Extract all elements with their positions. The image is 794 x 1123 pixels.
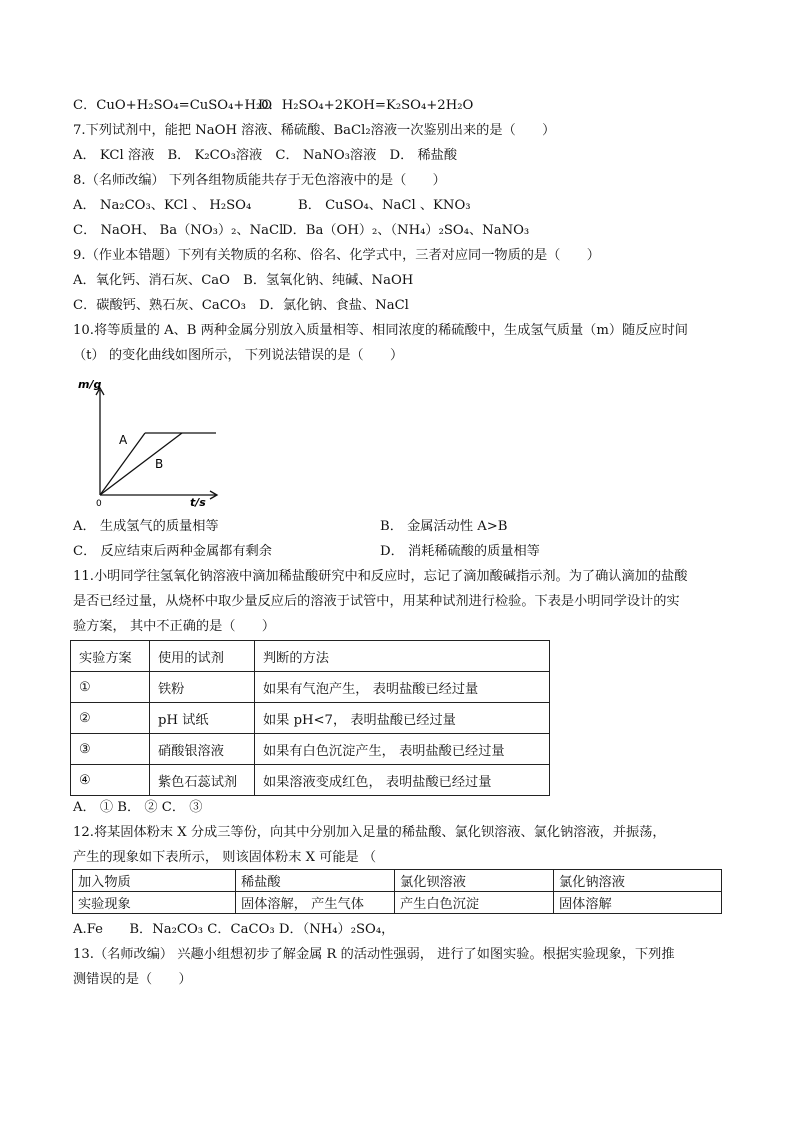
q10-stem-line2: （t） 的变化曲线如图所示， 下列说法错误的是（ ） bbox=[73, 348, 404, 363]
q13-stem-line2: 测错误的是（ ） bbox=[73, 972, 192, 987]
q6-option-d: D．H₂SO₄+2KOH=K₂SO₄+2H₂O bbox=[258, 98, 474, 113]
q8-option-b: B． CuSO₄、NaCl 、KNO₃ bbox=[298, 198, 471, 213]
y-axis-label: m/g bbox=[78, 378, 102, 391]
table-cell: 固体溶解 bbox=[554, 892, 722, 914]
table-cell: ③ bbox=[71, 734, 150, 765]
table-cell: 紫色石蕊试剂 bbox=[150, 765, 255, 796]
table-cell: 铁粉 bbox=[150, 672, 255, 703]
table-header: 氯化钠溶液 bbox=[554, 870, 722, 892]
q9-options-ab: A．氧化钙、消石灰、CaO B．氢氧化钠、纯碱、NaOH bbox=[73, 273, 414, 288]
q7-stem: 7.下列试剂中，能把 NaOH 溶液、稀硫酸、BaCl₂溶液一次鉴别出来的是（ ） bbox=[73, 123, 556, 138]
table-row bbox=[73, 892, 722, 914]
table-cell: 实验现象 bbox=[73, 892, 236, 914]
curve-b-label: B bbox=[155, 457, 164, 471]
table-cell: 如果有白色沉淀产生， 表明盐酸已经过量 bbox=[255, 734, 550, 765]
table-header: 判断的方法 bbox=[255, 641, 550, 672]
table-row bbox=[71, 765, 550, 796]
table-header: 加入物质 bbox=[73, 870, 236, 892]
table-cell: ② bbox=[71, 703, 150, 734]
table-cell: 如果溶液变成红色， 表明盐酸已经过量 bbox=[255, 765, 550, 796]
q11-stem-line1: 11.小明同学往氢氧化钠溶液中滴加稀盐酸研究中和反应时，忘记了滴加酸碱指示剂。为了确认滴加的盐酸 bbox=[73, 569, 688, 584]
q10-option-b: B． 金属活动性 A>B bbox=[380, 519, 508, 534]
q12-options: A.Fe B．Na₂CO₃ C．CaCO₃ D．（NH₄）₂SO₄， bbox=[73, 922, 395, 937]
table-row bbox=[71, 672, 550, 703]
x-axis-label: t/s bbox=[190, 496, 206, 509]
q10-option-c: C． 反应结束后两种金属都有剩余 bbox=[73, 544, 272, 559]
origin-label: 0 bbox=[96, 499, 102, 509]
table-cell: 产生白色沉淀 bbox=[395, 892, 554, 914]
table-header: 实验方案 bbox=[71, 641, 150, 672]
q11-table bbox=[70, 640, 550, 796]
q12-stem-line2: 产生的现象如下表所示， 则该固体粉末 X 可能是 （ bbox=[73, 850, 377, 865]
q8-stem: 8.（名师改编） 下列各组物质能共存于无色溶液中的是（ ） bbox=[73, 173, 446, 188]
curve-b-rise bbox=[100, 433, 182, 495]
q11-options: A． ① B． ② C． ③ bbox=[73, 800, 203, 815]
q6-option-c: C．CuO+H₂SO₄=CuSO₄+H₂O bbox=[73, 98, 273, 113]
table-header: 稀盐酸 bbox=[236, 870, 395, 892]
q12-table bbox=[72, 869, 722, 914]
q12-stem-line1: 12.将某固体粉末 X 分成三等份，向其中分别加入足量的稀盐酸、氯化钡溶液、氯化钠溶液，并振荡， bbox=[73, 825, 666, 840]
table-cell: 硝酸银溶液 bbox=[150, 734, 255, 765]
table-header-row bbox=[71, 641, 550, 672]
table-header: 氯化钡溶液 bbox=[395, 870, 554, 892]
q8-option-d: D．Ba（OH）₂、（NH₄）₂SO₄、NaNO₃ bbox=[282, 223, 530, 238]
table-cell: ① bbox=[71, 672, 150, 703]
q11-stem-line2: 是否已经过量，从烧杯中取少量反应后的溶液于试管中，用某种试剂进行检验。下表是小明同学设计的实 bbox=[73, 594, 680, 609]
table-cell: pH 试纸 bbox=[150, 703, 255, 734]
table-row bbox=[71, 703, 550, 734]
q9-stem: 9.（作业本错题）下列有关物质的名称、俗名、化学式中，三者对应同一物质的是（ ） bbox=[73, 248, 600, 263]
table-header: 使用的试剂 bbox=[150, 641, 255, 672]
curve-a-label: A bbox=[119, 433, 128, 447]
q10-stem-line1: 10.将等质量的 A、B 两种金属分别放入质量相等、相同浓度的稀硫酸中，生成氢气质量（m）随反应时间 bbox=[73, 323, 688, 338]
table-cell: 固体溶解， 产生气体 bbox=[236, 892, 395, 914]
q8-option-c: C． NaOH、 Ba（NO₃）₂、NaCl bbox=[73, 223, 284, 238]
q9-options-cd: C．碳酸钙、熟石灰、CaCO₃ D．氯化钠、食盐、NaCl bbox=[73, 298, 409, 313]
q8-option-a: A． Na₂CO₃、KCl 、 H₂SO₄ bbox=[73, 198, 252, 213]
table-header-row bbox=[73, 870, 722, 892]
table-cell: 如果有气泡产生， 表明盐酸已经过量 bbox=[255, 672, 550, 703]
q10-mass-time-graph bbox=[78, 378, 252, 509]
table-cell: ④ bbox=[71, 765, 150, 796]
q10-option-a: A． 生成氢气的质量相等 bbox=[73, 519, 219, 534]
q11-stem-line3: 验方案， 其中不正确的是（ ） bbox=[73, 619, 276, 634]
table-row bbox=[71, 734, 550, 765]
q13-stem-line1: 13.（名师改编） 兴趣小组想初步了解金属 R 的活动性强弱， 进行了如图实验。根据实验现象，下列推 bbox=[73, 947, 675, 962]
table-cell: 如果 pH<7， 表明盐酸已经过量 bbox=[255, 703, 550, 734]
q10-option-d: D． 消耗稀硫酸的质量相等 bbox=[380, 544, 540, 559]
q7-options: A． KCl 溶液 B． K₂CO₃溶液 C． NaNO₃溶液 D． 稀盐酸 bbox=[73, 148, 458, 163]
